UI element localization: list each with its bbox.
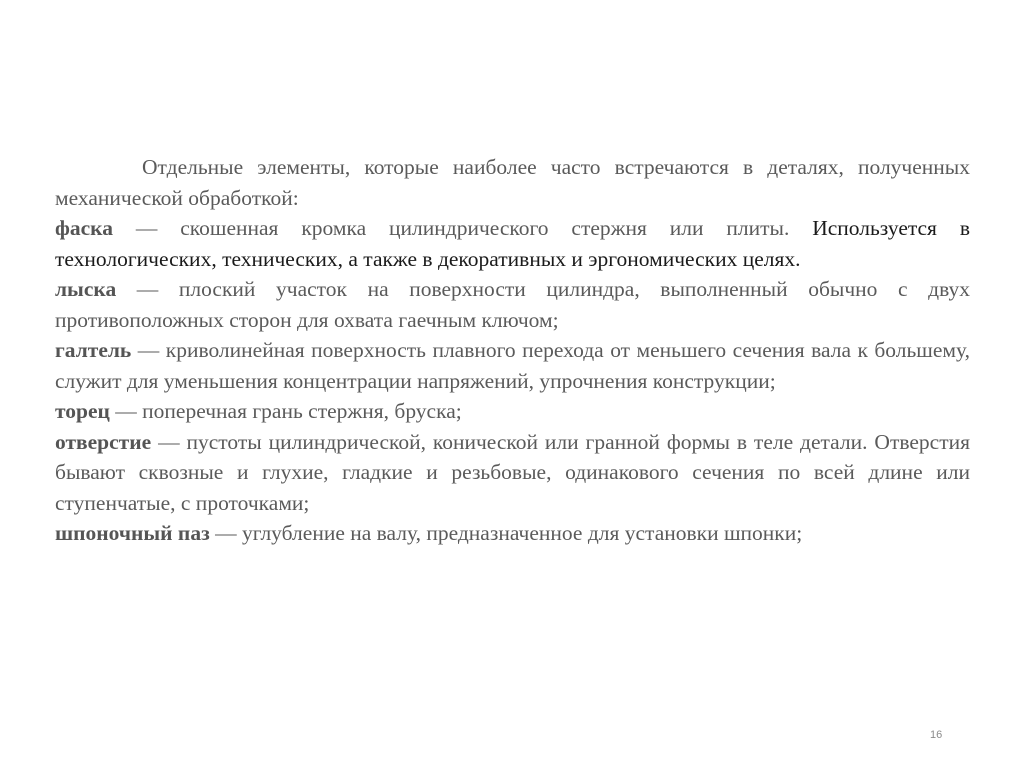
definition-term: торец	[55, 399, 110, 423]
definition-faska	[55, 213, 970, 274]
intro-paragraph: Отдельные элементы, которые наиболее часто встречаются в деталях, полученных механической обработкой:	[55, 155, 970, 210]
definition-term: лыска	[55, 277, 117, 301]
definition-text: — плоский участок на поверхности цилиндра, выполненный обычно с двух противоположных сторон для охвата гаечным ключом;	[55, 277, 970, 332]
definition-shponochny-paz	[55, 518, 970, 549]
definition-otverstie	[55, 427, 970, 519]
definition-text-emphasis: Используется в технологических, технических, а также в декоративных и эргономических целях.	[55, 216, 970, 271]
definition-text: — углубление на валу, предназначенное для установки шпонки;	[209, 521, 803, 545]
definition-lyska	[55, 274, 970, 335]
definition-galtel	[55, 335, 970, 396]
definition-text: — поперечная грань стержня, бруска;	[109, 399, 462, 423]
definition-text: — пустоты цилиндрической, конической или гранной формы в теле детали. Отверстия бывают сквозные и глухие, гладкие и резьбовые, одинакового сечения по всей длине или ступенчатые, с проточками;	[55, 429, 970, 515]
definition-text: — скошенная кромка цилиндрического стержня или плиты.	[112, 216, 813, 240]
definition-term: галтель	[55, 338, 132, 362]
slide-body-text	[55, 152, 970, 549]
definition-text: — криволинейная поверхность плавного перехода от меньшего сечения вала к большему, служит для уменьшения концентрации напряжений, упрочнения конструкции;	[55, 338, 970, 393]
definition-term: отверстие	[55, 429, 152, 454]
definition-torets	[55, 396, 970, 427]
definition-term: фаска	[55, 216, 113, 240]
page-number: 16	[930, 729, 943, 741]
definition-term: шпоночный паз	[55, 521, 210, 545]
